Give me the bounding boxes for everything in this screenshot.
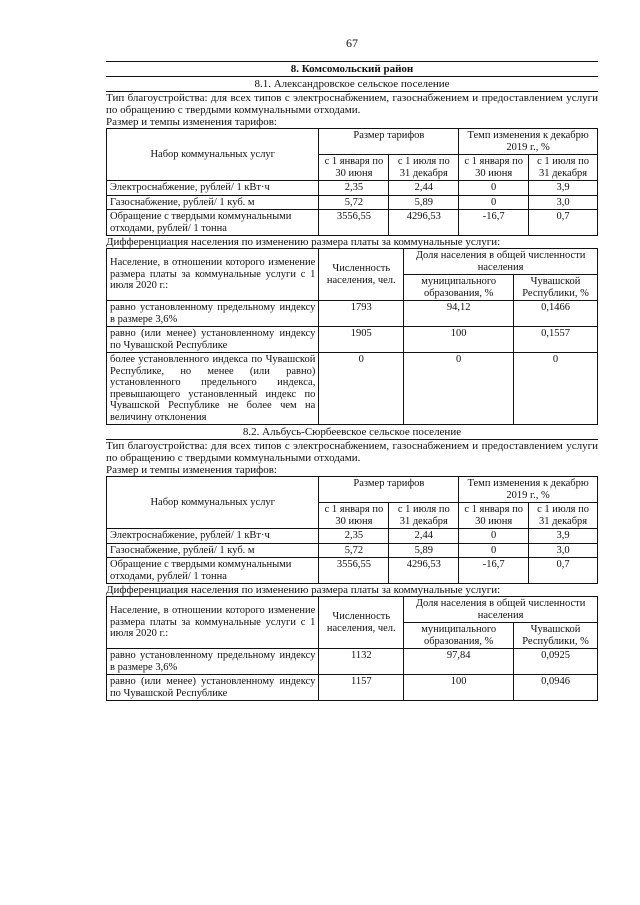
diff-row-label: равно установленному предельному индексу в размере 3,6% [107, 649, 319, 675]
diff-count: 1793 [319, 301, 404, 327]
tariff-value: 4296,53 [389, 558, 459, 584]
diff-republic-share: 0,0946 [514, 675, 598, 701]
tariff-value: 5,89 [389, 543, 459, 558]
tariff-row [107, 543, 598, 558]
tariff-service-name: Газоснабжение, рублей/ 1 куб. м [107, 543, 319, 558]
tariff-value: 3,0 [529, 543, 598, 558]
diff-row [107, 301, 598, 327]
settlement-section [106, 77, 598, 425]
tariff-value: 2,35 [319, 529, 389, 544]
diff-count: 1157 [319, 675, 404, 701]
tariff-value: 2,35 [319, 181, 389, 196]
sections-container [106, 77, 598, 701]
improvement-type-text: Тип благоустройства: для всех типов с электроснабжением, газоснабжением и предоставлением услуги по обращению с твердыми коммунальными отходами. [106, 440, 598, 464]
tariff-row [107, 195, 598, 210]
diff-row [107, 649, 598, 675]
tariff-header-period: с 1 января по 30 июня [459, 503, 529, 529]
tariff-header-period: с 1 января по 30 июня [319, 155, 389, 181]
tariff-value: 0,7 [529, 558, 598, 584]
document-page [106, 36, 598, 701]
diff-header-republic: Чувашской Республики, % [514, 275, 598, 301]
diff-header-count: Численность населения, чел. [319, 597, 404, 649]
tariff-row [107, 181, 598, 196]
tariff-value: 0 [459, 543, 529, 558]
diff-header-count: Численность населения, чел. [319, 249, 404, 301]
diff-row-label: более установленного индекса по Чувашской Республике, но менее (или равно) установленного предельного индекса, превышающего установленный индекс по Чувашской Республике не более чем на величину отклонения [107, 353, 319, 425]
diff-republic-share: 0,0925 [514, 649, 598, 675]
improvement-type-text: Тип благоустройства: для всех типов с электроснабжением, газоснабжением и предоставлением услуги по обращению с твердыми коммунальными отходами. [106, 92, 598, 116]
diff-count: 0 [319, 353, 404, 425]
tariff-value: -16,7 [459, 558, 529, 584]
tariff-value: 0 [459, 529, 529, 544]
tariff-service-name: Обращение с твердыми коммунальными отходами, рублей/ 1 тонна [107, 558, 319, 584]
tariff-row [107, 210, 598, 236]
tariff-row [107, 558, 598, 584]
diff-municipal-share: 100 [404, 327, 514, 353]
tariff-table [106, 128, 598, 236]
tariff-header-size: Размер тарифов [319, 477, 459, 503]
tariff-value: 3556,55 [319, 558, 389, 584]
diff-row [107, 353, 598, 425]
diff-republic-share: 0 [514, 353, 598, 425]
diff-header-municipal: муниципального образования, % [404, 623, 514, 649]
tariff-header-rate: Темп изменения к декабрю 2019 г., % [459, 477, 598, 503]
diff-header-population: Население, в отношении которого изменение размера платы за коммунальные услуги с 1 июля 2020 г.: [107, 597, 319, 649]
diff-row-label: равно (или менее) установленному индексу по Чувашской Республике [107, 675, 319, 701]
tariff-header-period: с 1 января по 30 июня [319, 503, 389, 529]
diff-header-municipal: муниципального образования, % [404, 275, 514, 301]
tariff-value: 3,9 [529, 181, 598, 196]
district-title: 8. Комсомольский район [106, 61, 598, 77]
settlement-section [106, 425, 598, 701]
tariff-value: 2,44 [389, 529, 459, 544]
diff-row-label: равно (или менее) установленному индексу по Чувашской Республике [107, 327, 319, 353]
differentiation-caption: Дифференциация населения по изменению размера платы за коммунальные услуги: [106, 236, 501, 248]
diff-municipal-share: 97,84 [404, 649, 514, 675]
tariff-value: 5,72 [319, 543, 389, 558]
tariff-service-name: Электроснабжение, рублей/ 1 кВт·ч [107, 529, 319, 544]
tariff-header-service: Набор коммунальных услуг [107, 477, 319, 529]
tariff-row [107, 529, 598, 544]
tariff-value: 5,72 [319, 195, 389, 210]
tariff-header-period: с 1 июля по 31 декабря [389, 155, 459, 181]
diff-header-population: Население, в отношении которого изменение размера платы за коммунальные услуги с 1 июля 2020 г.: [107, 249, 319, 301]
tariff-header-period: с 1 июля по 31 декабря [389, 503, 459, 529]
tariff-value: 2,44 [389, 181, 459, 196]
diff-row [107, 327, 598, 353]
tariff-caption: Размер и темпы изменения тарифов: [106, 464, 277, 476]
diff-header-share: Доля населения в общей численности населения [404, 597, 598, 623]
page-number: 67 [346, 36, 358, 50]
diff-header-republic: Чувашской Республики, % [514, 623, 598, 649]
tariff-header-period: с 1 января по 30 июня [459, 155, 529, 181]
tariff-value: 0 [459, 195, 529, 210]
tariff-value: 5,89 [389, 195, 459, 210]
tariff-service-name: Электроснабжение, рублей/ 1 кВт·ч [107, 181, 319, 196]
tariff-value: 3,9 [529, 529, 598, 544]
settlement-title: 8.1. Александровское сельское поселение [106, 77, 598, 92]
tariff-service-name: Газоснабжение, рублей/ 1 куб. м [107, 195, 319, 210]
tariff-value: 0 [459, 181, 529, 196]
diff-count: 1132 [319, 649, 404, 675]
diff-municipal-share: 100 [404, 675, 514, 701]
tariff-table [106, 476, 598, 584]
tariff-header-period: с 1 июля по 31 декабря [529, 155, 598, 181]
diff-row [107, 675, 598, 701]
tariff-caption: Размер и темпы изменения тарифов: [106, 116, 277, 128]
differentiation-caption: Дифференциация населения по изменению размера платы за коммунальные услуги: [106, 584, 501, 596]
diff-row-label: равно установленному предельному индексу в размере 3,6% [107, 301, 319, 327]
tariff-value: -16,7 [459, 210, 529, 236]
diff-municipal-share: 94,12 [404, 301, 514, 327]
tariff-service-name: Обращение с твердыми коммунальными отходами, рублей/ 1 тонна [107, 210, 319, 236]
diff-republic-share: 0,1557 [514, 327, 598, 353]
tariff-header-period: с 1 июля по 31 декабря [529, 503, 598, 529]
tariff-header-size: Размер тарифов [319, 129, 459, 155]
tariff-value: 4296,53 [389, 210, 459, 236]
diff-municipal-share: 0 [404, 353, 514, 425]
differentiation-table [106, 596, 598, 701]
diff-header-share: Доля населения в общей численности населения [404, 249, 598, 275]
tariff-header-service: Набор коммунальных услуг [107, 129, 319, 181]
tariff-value: 0,7 [529, 210, 598, 236]
tariff-value: 3,0 [529, 195, 598, 210]
settlement-title: 8.2. Альбусь-Сюрбеевское сельское поселение [106, 425, 598, 440]
tariff-value: 3556,55 [319, 210, 389, 236]
tariff-header-rate: Темп изменения к декабрю 2019 г., % [459, 129, 598, 155]
diff-republic-share: 0,1466 [514, 301, 598, 327]
diff-count: 1905 [319, 327, 404, 353]
differentiation-table [106, 248, 598, 425]
